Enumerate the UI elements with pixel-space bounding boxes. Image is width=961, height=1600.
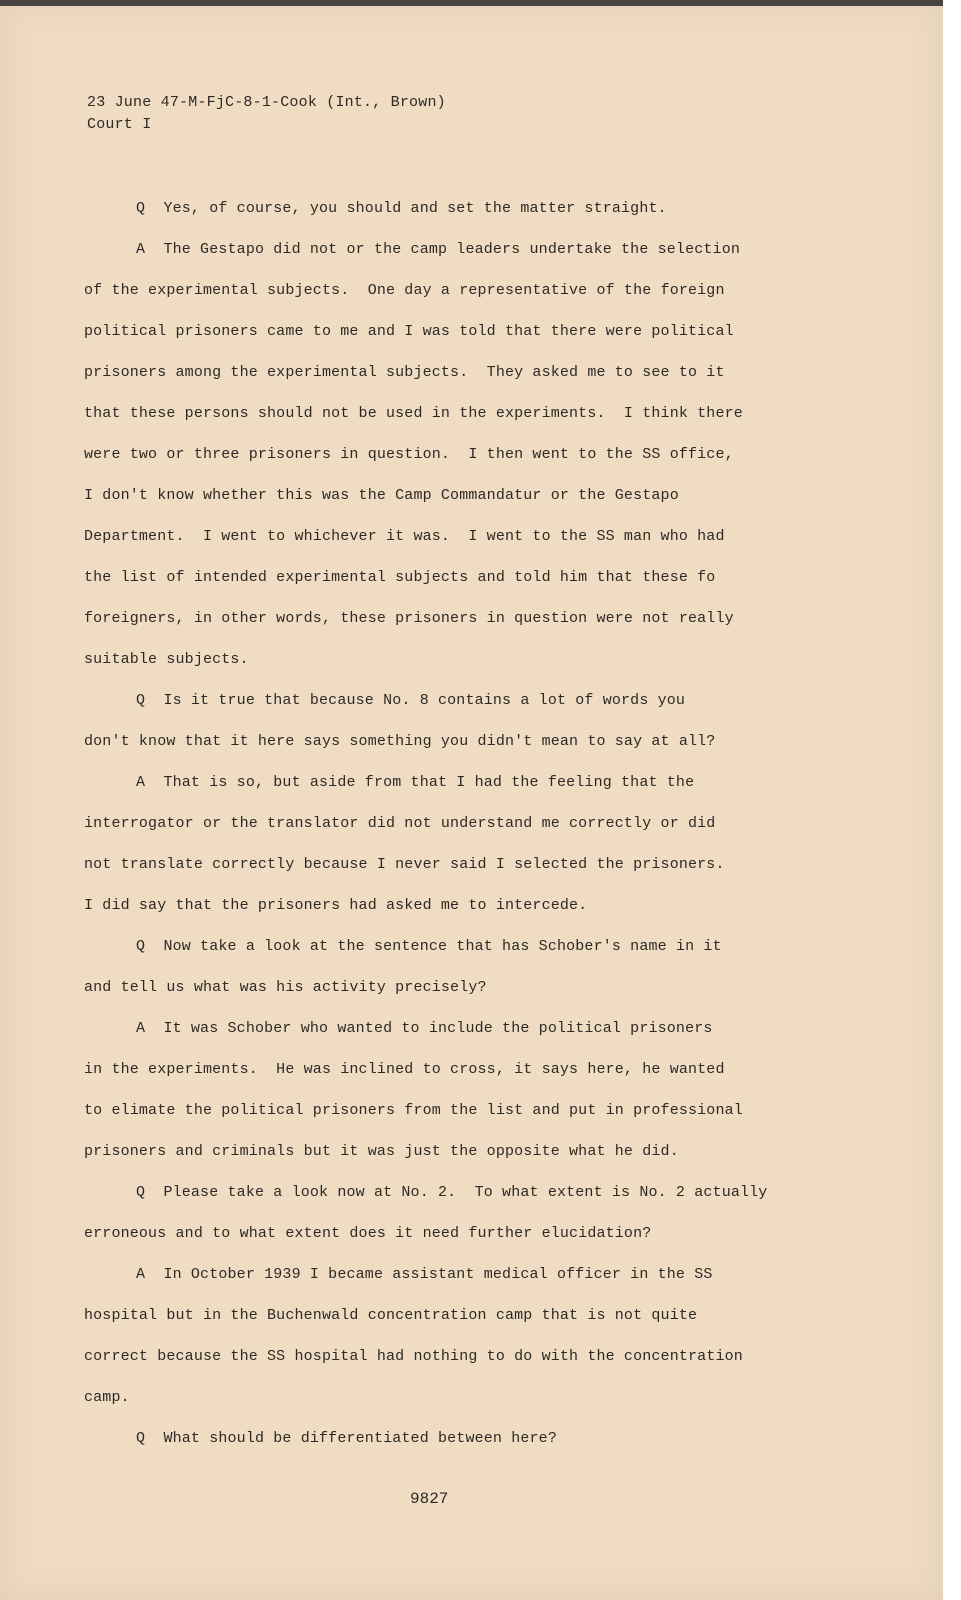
transcript-body	[84, 188, 844, 1459]
transcript-line: not translate correctly because I never said I selected the prisoners.	[84, 856, 725, 873]
page-number: 9827	[410, 1490, 449, 1508]
transcript-line: A It was Schober who wanted to include the political prisoners	[136, 1020, 713, 1037]
transcript-line: A That is so, but aside from that I had the feeling that the	[136, 774, 695, 791]
transcript-line: Q Yes, of course, you should and set the matter straight.	[136, 200, 667, 217]
scan-edge	[0, 0, 943, 6]
transcript-line: I did say that the prisoners had asked me to intercede.	[84, 897, 588, 914]
transcript-line: I don't know whether this was the Camp Commandatur or the Gestapo	[84, 487, 679, 504]
transcript-line: political prisoners came to me and I was told that there were political	[84, 323, 734, 340]
transcript-line: suitable subjects.	[84, 651, 249, 668]
transcript-line: hospital but in the Buchenwald concentration camp that is not quite	[84, 1307, 698, 1324]
transcript-line: Q Now take a look at the sentence that has Schober's name in it	[136, 938, 722, 955]
document-header	[87, 92, 446, 136]
transcript-line: the list of intended experimental subjects and told him that these fo	[84, 569, 716, 586]
transcript-line: erroneous and to what extent does it need further elucidation?	[84, 1225, 652, 1242]
transcript-line: and tell us what was his activity precisely?	[84, 979, 487, 996]
header-court: Court I	[87, 116, 152, 133]
transcript-line: were two or three prisoners in question. I then went to the SS office,	[84, 446, 734, 463]
transcript-line: don't know that it here says something you didn't mean to say at all?	[84, 733, 716, 750]
transcript-line: foreigners, in other words, these prisoners in question were not really	[84, 610, 734, 627]
transcript-line: A The Gestapo did not or the camp leaders undertake the selection	[136, 241, 740, 258]
transcript-line: Department. I went to whichever it was. I went to the SS man who had	[84, 528, 725, 545]
transcript-line: Q Please take a look now at No. 2. To what extent is No. 2 actually	[136, 1184, 768, 1201]
transcript-line: prisoners among the experimental subjects. They asked me to see to it	[84, 364, 725, 381]
transcript-line: to elimate the political prisoners from the list and put in professional	[84, 1102, 743, 1119]
transcript-line: interrogator or the translator did not understand me correctly or did	[84, 815, 716, 832]
transcript-line: camp.	[84, 1389, 130, 1406]
transcript-line: Q Is it true that because No. 8 contains a lot of words you	[136, 692, 686, 709]
header-reference: 23 June 47-M-FjC-8-1-Cook (Int., Brown)	[87, 94, 446, 111]
transcript-line: that these persons should not be used in the experiments. I think there	[84, 405, 743, 422]
transcript-line: prisoners and criminals but it was just the opposite what he did.	[84, 1143, 679, 1160]
transcript-line: correct because the SS hospital had nothing to do with the concentration	[84, 1348, 743, 1365]
transcript-line: Q What should be differentiated between here?	[136, 1430, 557, 1447]
transcript-line: A In October 1939 I became assistant medical officer in the SS	[136, 1266, 713, 1283]
transcript-line: of the experimental subjects. One day a representative of the foreign	[84, 282, 725, 299]
transcript-line: in the experiments. He was inclined to cross, it says here, he wanted	[84, 1061, 725, 1078]
